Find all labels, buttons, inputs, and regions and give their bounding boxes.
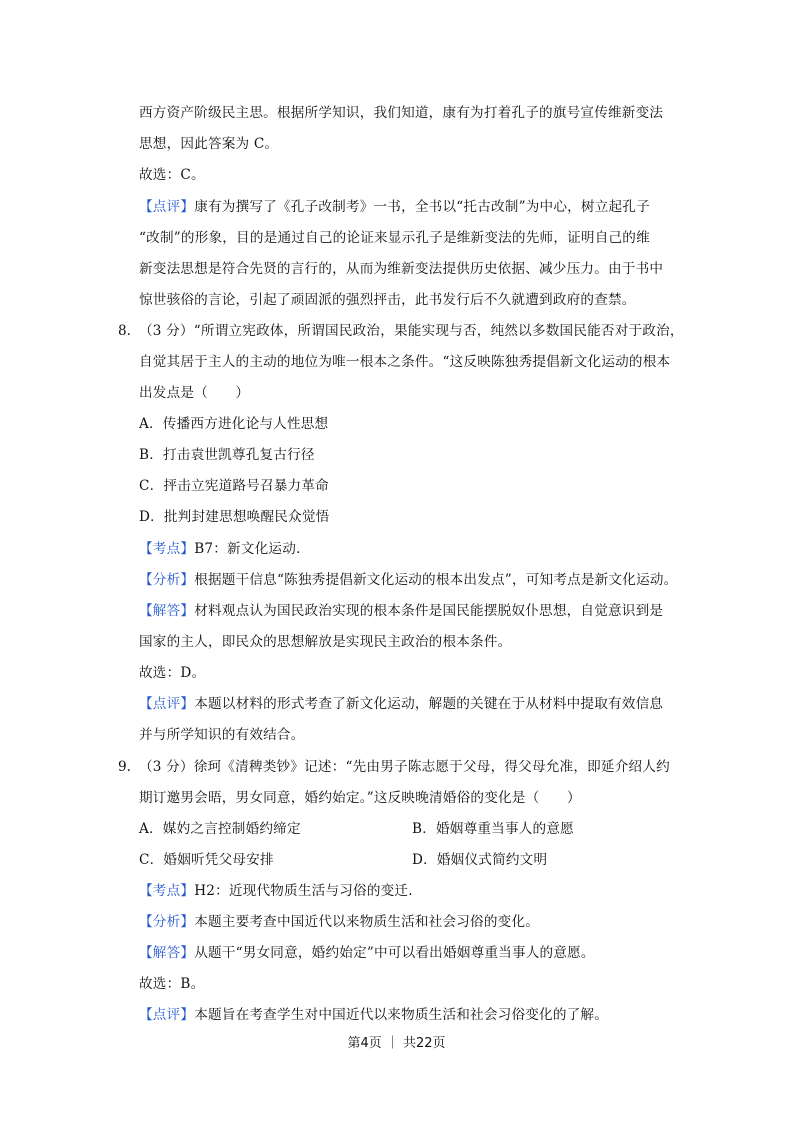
dianping-line [139,695,663,713]
text-line: 新变法思想是符合先贤的言行的，从而为维新变法提供历史依据、减少压力。由于书中 [139,261,664,277]
text-line: 思想，因此答案为 C。 [139,136,279,152]
jieda-line [139,602,663,620]
question-stem: （3 分）徐珂《清稗类钞》记述：“先由男子陈志愿于父母，得父母允准，即延介绍人约 [139,759,670,775]
kaodian-text: B7：新文化运动. [194,541,301,557]
question-stem: 出发点是（ ） [139,385,250,401]
kaodian-tag: 【考点】 [139,541,195,557]
fenxi-tag: 【分析】 [139,572,195,588]
dianping-text: 本题旨在考查学生对中国近代以来物质生活和社会习俗变化的了解。 [194,1007,608,1023]
dianping-text: 本题以材料的形式考查了新文化运动，解题的关键在于从材料中提取有效信息 [194,696,664,712]
fenxi-text: 根据题干信息“陈独秀提倡新文化运动的根本出发点”，可知考点是新文化运动。 [194,572,678,588]
dianping-tag: 【点评】 [139,696,195,712]
jieda-text: 材料观点认为国民政治实现的根本条件是国民能摆脱奴仆思想，自觉意识到是 [194,603,664,619]
option-d: D．批判封建思想唤醒民众觉悟 [139,509,330,525]
text-line: 并与所学知识的有效结合。 [139,727,305,743]
jieda-line [139,944,595,962]
text-line: 惊世骇俗的言论，引起了顽固派的强烈抨击，此书发行后不久就遭到政府的查禁。 [139,292,636,308]
option-a: A．媒妁之言控制婚约缔定 [139,821,301,837]
question-number: 8. [118,323,131,339]
kaodian-line [139,882,413,900]
option-c: C．抨击立宪道路号召暴力革命 [139,478,329,494]
question-stem: 自觉其居于主人的主动的地位为唯一根本之条件。“这反映陈独秀提倡新文化运动的根本 [139,354,671,370]
fenxi-line [139,571,677,589]
dianping-line [139,1006,608,1024]
page-footer: 第4页 ｜ 共22页 [347,1036,446,1051]
dianping-tag: 【点评】 [139,1007,195,1023]
answer-choice: 故选：D。 [139,665,206,681]
answer-choice: 故选：C。 [139,167,205,183]
option-a: A．传播西方进化论与人性思想 [139,416,329,432]
option-d: D．婚姻仪式简约文明 [412,852,548,868]
comment-line [139,198,650,216]
option-b: B．打击袁世凯尊孔复古行径 [139,447,315,463]
jieda-tag: 【解答】 [139,603,195,619]
text-line: 西方资产阶级民主思。根据所学知识，我们知道，康有为打着孔子的旗号宣传维新变法 [139,105,664,121]
fenxi-text: 本题主要考查中国近代以来物质生活和社会习俗的变化。 [194,914,540,930]
option-c: C．婚姻听凭父母安排 [139,852,274,868]
question-stem: （3 分）“所谓立宪政体，所谓国民政治，果能实现与否，纯然以多数国民能否对于政治， [139,323,684,339]
fenxi-line [139,913,539,931]
kaodian-line [139,540,301,558]
kaodian-tag: 【考点】 [139,883,195,899]
text-line: 国家的主人，即民众的思想解放是实现民主政治的根本条件。 [139,634,512,650]
jieda-tag: 【解答】 [139,945,195,961]
question-number: 9. [118,759,131,775]
answer-choice: 故选：B。 [139,976,205,992]
option-b: B．婚姻尊重当事人的意愿 [412,821,574,837]
question-stem: 期订邀男会晤，男女同意，婚约始定。”这反映晚清婚俗的变化是（ ） [139,790,581,806]
kaodian-text: H2：近现代物质生活与习俗的变迁. [194,883,413,899]
comment-text: 康有为撰写了《孔子改制考》一书，全书以“托古改制”为中心，树立起孔子 [194,199,650,215]
text-line: “改制”的形象，目的是通过自己的论证来显示孔子是维新变法的先师，证明自己的维 [139,230,650,246]
comment-tag: 【点评】 [139,199,195,215]
fenxi-tag: 【分析】 [139,914,195,930]
jieda-text: 从题干“男女同意，婚约始定”中可以看出婚姻尊重当事人的意愿。 [194,945,595,961]
